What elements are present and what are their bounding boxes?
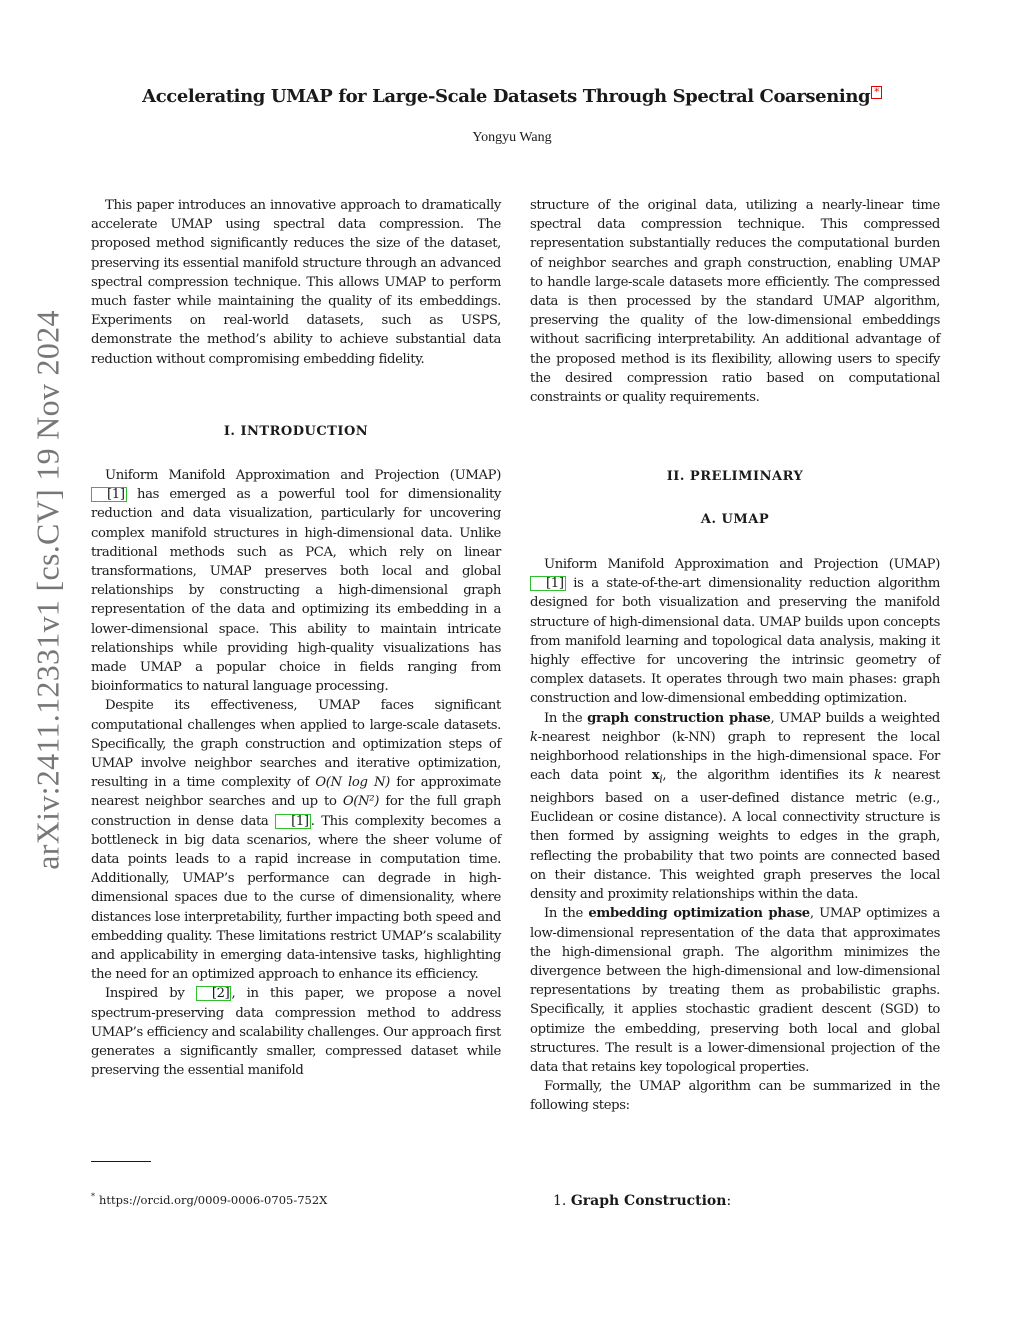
abstract xyxy=(91,196,501,369)
text-run: has emerged as a powerful tool for dimensionality reduction and data visualization, particularly for uncovering complex manifold structures in high-dimensional data. Unlike traditional methods such as PCA, which rely on linear transformations, UMAP preserves both local and global relationships by constructing a high-dimensional graph representation of the data and optimizing its embedding in a lower-dimensional space. This ability to maintain intricate relationships while providing high-quality visualizations has made UMAP a popular choice in fields ranging from bioinformatics to natural language processing. xyxy=(91,487,501,695)
paper-title xyxy=(0,86,1024,107)
footnote-mark: * xyxy=(91,1192,95,1201)
step-number: 1. xyxy=(553,1193,567,1209)
citation-link[interactable]: [2] xyxy=(196,986,232,1001)
math-symbol: k xyxy=(874,768,882,784)
math-subscript: i xyxy=(659,772,663,786)
footnote-orcid-link[interactable]: https://orcid.org/0009-0006-0705-752X xyxy=(99,1192,328,1207)
intro-paragraph-2 xyxy=(91,696,501,984)
text-run: nearest neighbors based on a user-defined distance metric (e.g., Euclidean or cosine distance). A local connectivity structure is then formed by assigning weights to edges in the graph, reflecting the probability that two points are connected based on their distance. This weighted graph preserves the local density and proximity relationships within the data. xyxy=(530,768,940,903)
umap-paragraph-1 xyxy=(530,555,940,709)
intro-continuation xyxy=(530,196,940,407)
umap-paragraph-2 xyxy=(530,709,940,905)
text-run: , UMAP builds a weighted xyxy=(770,710,940,726)
title-text: Accelerating UMAP for Large-Scale Datasets Through Spectral Coarsening xyxy=(142,86,871,107)
text-run: Despite its effectiveness, UMAP faces significant computational challenges when applied to large-scale datasets. Specifically, the graph construction and optimization steps of UMAP involve neighbor searches and iterative optimization, resulting in a time complexity of xyxy=(91,698,501,791)
subsection-heading-umap: A. UMAP xyxy=(700,512,770,527)
footnote xyxy=(91,1192,327,1207)
intro-paragraph-1 xyxy=(91,466,501,696)
footnote-rule xyxy=(91,1161,151,1162)
intro-paragraph-3-continued: structure of the original data, utilizing a nearly-linear time spectral data compression technique. This compressed representation substantially reduces the computational burden of neighbor searches and graph construction, enabling UMAP to handle large-scale datasets more efficiently. The compressed data is then processed by the standard UMAP algorithm, preserving the quality of the low-dimensional embeddings without sacrificing interpretability. An additional advantage of the proposed method is its flexibility, allowing users to specify the desired compression ratio based on computational constraints or quality requirements. xyxy=(530,198,940,406)
title-footnote-link[interactable]: * xyxy=(871,86,882,99)
math-expression: O(N²) xyxy=(342,794,380,810)
umap-paragraph-3 xyxy=(530,904,940,1077)
section-heading-preliminary: II. PRELIMINARY xyxy=(666,469,804,484)
text-run: In the xyxy=(544,906,589,922)
umap-paragraph-4: Formally, the UMAP algorithm can be summarized in the following steps: xyxy=(530,1079,940,1114)
text-run: for the full graph construction in dense data xyxy=(91,794,501,829)
text-run: is a state-of-the-art dimensionality reduction algorithm designed for both visualization and preserving the manifold structure of high-dimensional data. UMAP builds upon concepts from manifold learning and topological data analysis, making it highly effective for uncovering the intrinsic geometry of complex datasets. It operates through two main phases: graph construction and low-dimensional embedding optimization. xyxy=(530,576,940,707)
text-run: for approximate nearest neighbor searches and up to xyxy=(91,775,501,810)
citation-link[interactable]: [1] xyxy=(275,814,311,829)
introduction-body xyxy=(91,466,501,1081)
text-run: , in this paper, we propose a novel spectrum-preserving data compression method to address UMAP’s efficiency and scalability challenges. Our approach first generates a significantly smaller, compressed dataset while preserving the essential manifold xyxy=(91,986,501,1079)
author-name: Yongyu Wang xyxy=(472,130,552,145)
step-label: Graph Construction xyxy=(570,1193,727,1209)
citation-link[interactable]: [1] xyxy=(91,487,127,502)
text-run: , UMAP optimizes a low-dimensional representation of the data that approximates the high-dimensional graph. The algorithm minimizes the divergence between the high-dimensional and low-dimensional representations by treating them as probabilistic graphs. Specifically, it applies stochastic gradient descent (SGD) to optimize the embedding, preserving both local and global structures. The result is a lower-dimensional projection of the data that retains key topological properties. xyxy=(530,906,940,1075)
math-expression: O(N log N) xyxy=(315,775,390,791)
section-heading-introduction: I. INTRODUCTION xyxy=(223,424,369,439)
text-run: Uniform Manifold Approximation and Projection (UMAP) xyxy=(105,468,501,483)
intro-paragraph-3 xyxy=(91,984,501,1080)
math-vector: x xyxy=(651,768,660,784)
text-run: Uniform Manifold Approximation and Projection (UMAP) xyxy=(544,557,940,572)
bold-term: embedding optimization phase xyxy=(588,906,810,922)
abstract-paragraph: This paper introduces an innovative approach to dramatically accelerate UMAP using spectral data compression. The proposed method significantly reduces the size of the dataset, preserving its essential manifold structure through an advanced spectral compression technique. This allows UMAP to perform much faster while maintaining the quality of its embeddings. Experiments on real-world datasets, such as USPS, demonstrate the method’s ability to achieve substantial data reduction without compromising embedding fidelity. xyxy=(91,198,501,367)
math-symbol: k xyxy=(530,729,538,745)
step-colon: : xyxy=(726,1193,732,1209)
text-run: -nearest neighbor (k-NN) graph to represent the local neighborhood relationships in the high-dimensional space. For each data point xyxy=(530,729,940,784)
text-run: Inspired by xyxy=(105,986,196,1002)
bold-term: graph construction phase xyxy=(587,710,771,726)
umap-section-body xyxy=(530,555,940,1116)
text-run: , the algorithm identifies its xyxy=(662,768,875,784)
citation-link[interactable]: [1] xyxy=(530,576,566,591)
arxiv-sidebar-stamp: arXiv:2411.12331v1 [cs.CV] 19 Nov 2024 xyxy=(29,310,66,870)
step-list-item xyxy=(553,1193,731,1209)
text-run: . This complexity becomes a bottleneck in big data scenarios, where the sheer volume of data points leads to a rapid increase in computation time. Additionally, UMAP’s performance can degrade in high-dimensional spaces due to the curse of dimensionality, where distances lose interpretability, further impacting both speed and embedding quality. These limitations restrict UMAP’s scalability and applicability in emerging data-intensive tasks, highlighting the need for an optimized approach to enhance its efficiency. xyxy=(91,813,501,983)
text-run: In the xyxy=(544,710,588,726)
